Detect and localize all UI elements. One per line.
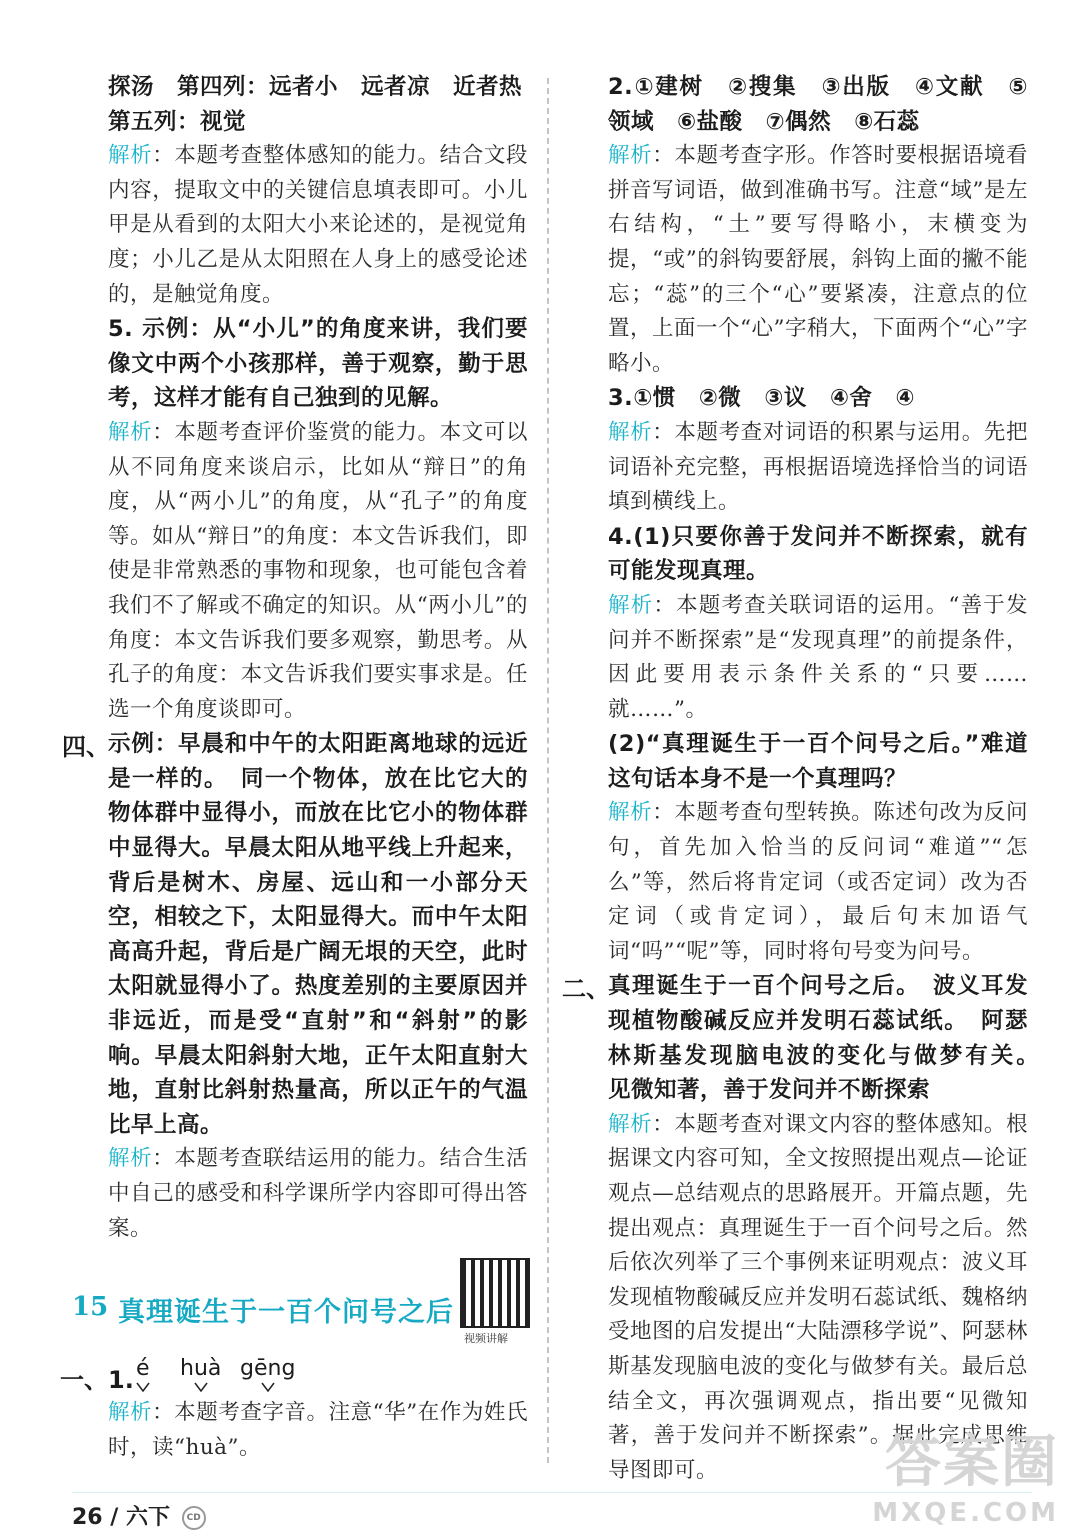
- explanation-text: ：本题考查关联词语的运用。“善于发问并不断探索”是“发现真理”的前提条件，因此要用表示条件关系的“只要……就……”。: [608, 592, 1028, 722]
- explanation: [108, 1396, 528, 1465]
- grade-label: 六下: [126, 1505, 171, 1530]
- page-number: 26: [72, 1505, 103, 1530]
- explanation-tag: 解析: [608, 419, 653, 445]
- explanation-tag: 解析: [108, 419, 153, 445]
- qr-label: 视频讲解: [464, 1332, 508, 1345]
- answer-row-4: 探汤 第四列：远者小 远者凉 近者热: [108, 74, 523, 100]
- explanation-tag: 解析: [108, 1146, 153, 1172]
- explanation: [108, 1142, 528, 1246]
- explanation: [108, 139, 528, 312]
- explanation: [108, 416, 528, 727]
- explanation: [608, 139, 1028, 381]
- answer-text: ①建树 ②搜集 ③出版 ④文献 ⑤领域 ⑥盐酸 ⑦偶然 ⑧石蕊: [608, 74, 1028, 135]
- pinyin-answer-row: [60, 1356, 530, 1400]
- question-number: 2.: [608, 74, 634, 100]
- answer-text: ①惯 ②微 ③议 ④舍 ④: [633, 385, 915, 412]
- explanation-tag: 解析: [608, 143, 653, 169]
- explanation-text: ：本题考查字形。作答时要根据语境看拼音写词语，做到准确书写。注意“域”是左右结构，“土”要写得略小，末横变为提，“或”的斜钩要舒展，斜钩上面的撇不能忘；“蕊”的三个“心”要紧凑，注意点的位置，上面一个“心”字稍大，下面两个“心”字略小。: [608, 143, 1028, 376]
- explanation-tag: 解析: [608, 800, 653, 826]
- answer-text: 示例：从“小儿”的角度来讲，我们要像文中两个小孩那样，善于观察，勤于思考，这样才能有自己独到的见解。: [108, 316, 528, 412]
- section-marker: 二、: [562, 975, 610, 1004]
- answer-text: (1)只要你善于发问并不断探索，就有可能发现真理。: [608, 523, 1028, 585]
- pinyin-answer: [180, 1356, 221, 1381]
- pinyin-answer: [240, 1356, 295, 1381]
- lesson-title: 真理诞生于一百个问号之后: [118, 1297, 454, 1328]
- explanation: [608, 796, 1028, 969]
- explanation: [608, 589, 1028, 727]
- pinyin-text: gēng: [240, 1356, 296, 1381]
- page-footer: [72, 1500, 206, 1531]
- footer-separator: /: [110, 1505, 119, 1530]
- explanation-text: ：本题考查对课文内容的整体感知。根据课文内容可知，全文按照提出观点—论证观点—总结观点的思路展开。开篇点题，先提出观点：真理诞生于一百个问号之后。然后依次列举了三个事例来证明观点：波义耳发现植物酸碱反应并发明石蕊试纸、魏格纳受地图的启发提出“大陆漂移学说”、阿瑟林斯基发现脑电波的变化与做梦有关。最后总结全文，再次强调观点，指出要“见微知著，善于发问并不断探索”。据此完成思维导图即可。: [608, 1111, 1028, 1483]
- question-5-answer: [108, 312, 528, 416]
- section-4-answer: 示例：早晨和中午的太阳距离地球的远近是一样的。 同一个物体，放在比它大的物体群中显得小，而放在比它小的物体群中显得大。早晨太阳从地平线上升起来，背后是树木、房屋、远山和一小部分天空，相较之下，太阳显得大。而中午太阳高高升起，背后是广阔无垠的天空，此时太阳就显得小了。热度差别的主要原因并非远近，而是受“直射”和“斜射”的影响。早晨太阳斜射大地，正午太阳直射大地，直射比斜射热量高，所以正午的气温比早上高。: [108, 731, 528, 1138]
- question-number: 5.: [108, 316, 134, 343]
- explanation-tag: 解析: [108, 143, 153, 169]
- section-2: [562, 969, 1052, 1107]
- pinyin-answer: [136, 1356, 150, 1381]
- qr-code-icon[interactable]: [460, 1258, 530, 1328]
- column-divider: [547, 78, 549, 1463]
- question-number: 3.: [608, 385, 634, 412]
- lesson-header: [72, 1282, 532, 1352]
- section-4: [62, 727, 528, 1142]
- pinyin-text: huà: [180, 1356, 222, 1381]
- watermark-url: MXQE.COM: [872, 1498, 1059, 1528]
- question-number: 4.: [608, 523, 634, 550]
- right-column: [562, 70, 1052, 1488]
- section-2-answer: 真理诞生于一百个问号之后。 波义耳发现植物酸碱反应并发明石蕊试纸。 阿瑟林斯基发现脑电波的变化与做梦有关。 见微知著，善于发问并不断探索: [608, 973, 1052, 1104]
- publisher-logo-icon: CD: [182, 1506, 206, 1530]
- section-marker: 四、: [62, 733, 110, 762]
- check-mark-icon: [194, 1382, 208, 1392]
- left-column-bottom: [108, 1396, 528, 1465]
- check-mark-icon: [136, 1382, 150, 1392]
- explanation-tag: 解析: [608, 1111, 653, 1137]
- explanation-tag: 解析: [108, 1400, 153, 1425]
- explanation-tag: 解析: [608, 592, 654, 618]
- explanation-text: ：本题考查联结运用的能力。结合生活中自己的感受和科学课所学内容即可得出答案。: [108, 1146, 528, 1241]
- explanation-text: ：本题考查句型转换。陈述句改为反问句，首先加入恰当的反问词“难道”“怎么”等，然后将肯定词（或否定词）改为否定词（或肯定词），最后句末加语气词“吗”“呢”等，同时将句号变为问号。: [608, 800, 1028, 964]
- watermark-title: 答案圈: [885, 1430, 1059, 1495]
- pinyin-text: é: [136, 1356, 150, 1381]
- answer-row-5: 第五列：视觉: [108, 108, 247, 135]
- question-4-answer-1: [608, 520, 1028, 589]
- question-3-answer: [608, 381, 1028, 416]
- explanation-text: ：本题考查对词语的积累与运用。先把词语补充完整，再根据语境选择恰当的词语填到横线上。: [608, 419, 1028, 515]
- explanation-text: ：本题考查整体感知的能力。结合文段内容，提取文中的关键信息填表即可。小儿甲是从看到的太阳大小来论述的，是视觉角度；小儿乙是从太阳照在人身上的感受论述的，是触觉角度。: [108, 143, 528, 307]
- lesson-number: 15: [72, 1292, 109, 1322]
- section-marker: 一、1.: [60, 1366, 134, 1394]
- explanation: [608, 416, 1028, 520]
- explanation-text: ：本题考查评价鉴赏的能力。本文可以从不同角度来谈启示，比如从“辩日”的角度，从“两小儿”的角度，从“孔子”的角度等。如从“辩日”的角度：本文告诉我们，即使是非常熟悉的事物和现象，也可能包含着我们不了解或不确定的知识。从“两小儿”的角度：本文告诉我们要多观察，勤思考。从孔子的角度：本文告诉我们要实事求是。任选一个角度谈即可。: [108, 419, 528, 722]
- explanation-text: ：本题考查字音。注意“华”在作为姓氏时，读“huà”。: [108, 1400, 528, 1460]
- check-mark-icon: [261, 1382, 275, 1392]
- left-column: [62, 70, 528, 1246]
- question-4-answer-2: (2)“真理诞生于一百个问号之后。”难道这句话本身不是一个真理吗？: [608, 731, 1028, 792]
- question-2-answer: [608, 70, 1028, 139]
- watermark: [872, 1418, 1059, 1528]
